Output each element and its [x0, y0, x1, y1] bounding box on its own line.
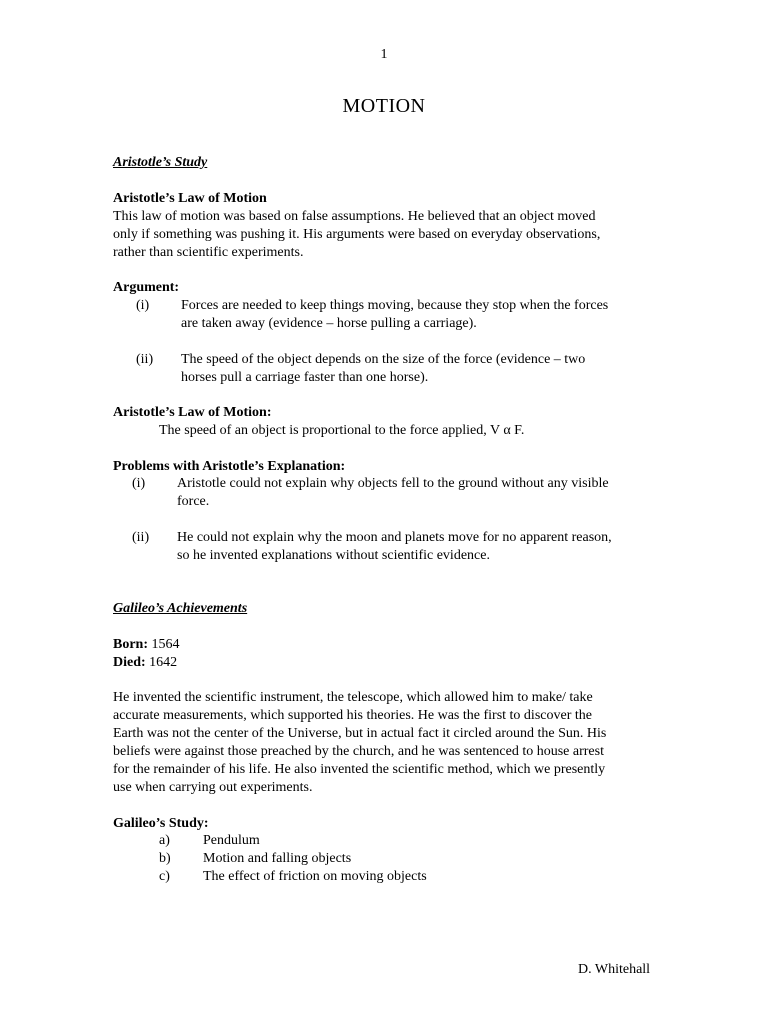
- paragraph-line: beliefs were against those preached by the church, and he was sentenced to house arrest: [113, 744, 604, 759]
- argument-text: Forces are needed to keep things moving, because they stop when the forces: [181, 298, 609, 313]
- study-item-number: b): [159, 851, 171, 866]
- problem-text: Aristotle could not explain why objects fell to the ground without any visible: [177, 476, 609, 491]
- argument-text: The speed of the object depends on the size of the force (evidence – two: [181, 352, 586, 367]
- paragraph-line: use when carrying out experiments.: [113, 780, 313, 795]
- footer-author: D. Whitehall: [578, 962, 651, 977]
- study-item-text: Pendulum: [203, 833, 260, 848]
- argument-heading: Argument:: [113, 280, 180, 295]
- paragraph-line: Earth was not the center of the Universe, but in actual fact it circled around the Sun. His: [113, 726, 607, 741]
- problem-text: force.: [177, 494, 210, 509]
- page-number: 1: [380, 47, 388, 62]
- law-heading-2: Aristotle’s Law of Motion:: [113, 405, 272, 420]
- paragraph-line: accurate measurements, which supported his theories. He was the first to discover the: [113, 708, 592, 723]
- paragraph-line: This law of motion was based on false assumptions. He believed that an object moved: [113, 209, 596, 224]
- law-statement: The speed of an object is proportional to the force applied, V α F.: [159, 423, 525, 438]
- problem-text: He could not explain why the moon and planets move for no apparent reason,: [177, 530, 612, 545]
- section-heading-aristotle: Aristotle’s Study: [113, 155, 208, 170]
- study-item-number: a): [159, 833, 170, 848]
- problem-number: (ii): [132, 530, 150, 545]
- paragraph-line: He invented the scientific instrument, the telescope, which allowed him to make/ take: [113, 690, 593, 705]
- study-item-text: The effect of friction on moving objects: [203, 869, 427, 884]
- born-value: 1564: [148, 637, 180, 652]
- died-line: [113, 654, 177, 672]
- died-label: Died:: [113, 655, 146, 670]
- argument-text: are taken away (evidence – horse pulling a carriage).: [181, 316, 477, 331]
- paragraph-line: for the remainder of his life. He also invented the scientific method, which we presently: [113, 762, 606, 777]
- died-value: 1642: [145, 655, 178, 670]
- problem-text: so he invented explanations without scientific evidence.: [177, 548, 490, 563]
- paragraph-line: rather than scientific experiments.: [113, 245, 304, 260]
- study-item-text: Motion and falling objects: [203, 851, 352, 866]
- born-line: [113, 636, 180, 654]
- argument-text: horses pull a carriage faster than one horse).: [181, 370, 429, 385]
- law-heading: Aristotle’s Law of Motion: [113, 191, 267, 206]
- paragraph-line: only if something was pushing it. His arguments were based on everyday observations,: [113, 227, 601, 242]
- page-title: MOTION: [342, 95, 426, 117]
- study-heading: Galileo’s Study:: [113, 816, 209, 831]
- born-label: Born:: [113, 637, 148, 652]
- problem-number: (i): [132, 476, 146, 491]
- argument-number: (i): [136, 298, 150, 313]
- section-heading-galileo: Galileo’s Achievements: [113, 601, 248, 616]
- problems-heading: Problems with Aristotle’s Explanation:: [113, 459, 346, 474]
- argument-number: (ii): [136, 352, 154, 367]
- study-item-number: c): [159, 869, 170, 884]
